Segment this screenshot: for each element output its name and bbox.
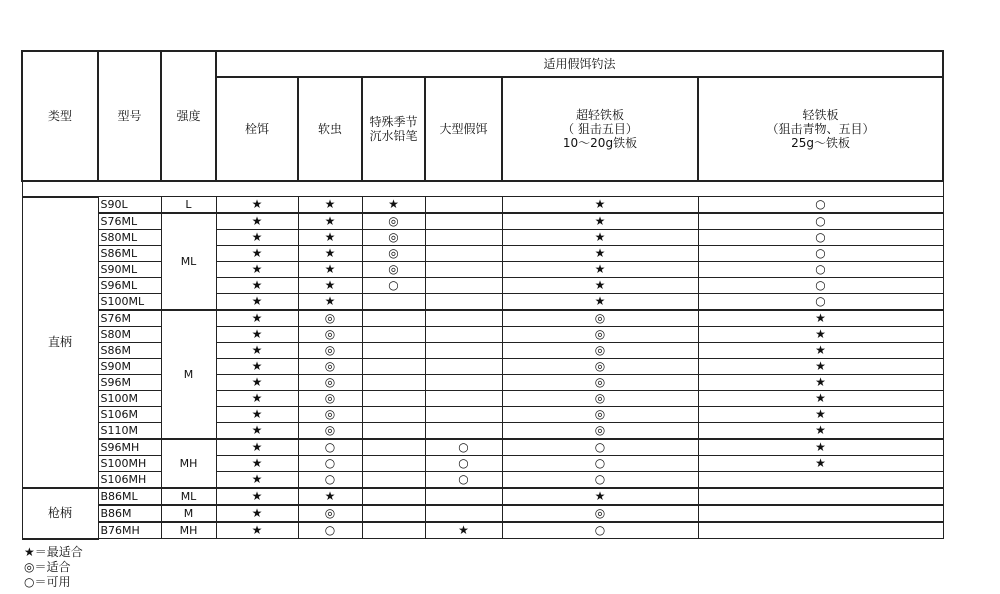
mark-cell (698, 472, 943, 489)
mark-cell (298, 278, 362, 294)
double-circle-icon: ◎ (324, 343, 336, 358)
star-icon: ★ (594, 214, 606, 229)
model-cell: S100MH (98, 456, 161, 472)
double-circle-icon: ◎ (594, 343, 606, 358)
mark-cell (216, 197, 298, 214)
mark-cell (698, 294, 943, 311)
mark-cell (362, 407, 425, 423)
legend-usable: ○＝可用 (24, 575, 71, 589)
mark-cell (502, 423, 698, 440)
star-icon: ★ (324, 262, 336, 277)
star-icon: ★ (251, 246, 263, 261)
mark-cell (362, 359, 425, 375)
mark-cell (425, 327, 502, 343)
model-cell: S106M (98, 407, 161, 423)
table-row (22, 522, 943, 539)
type-cell: 直柄 (22, 197, 98, 489)
mark-cell (362, 294, 425, 311)
mark-cell (698, 423, 943, 440)
star-icon: ★ (251, 489, 263, 504)
circle-icon: ○ (388, 278, 399, 293)
mark-cell (298, 343, 362, 359)
circle-icon: ○ (815, 278, 826, 293)
mark-cell (698, 522, 943, 539)
star-icon: ★ (324, 246, 336, 261)
table-row (22, 197, 943, 214)
table-row (22, 359, 943, 375)
mark-cell (698, 213, 943, 230)
mark-cell (216, 423, 298, 440)
star-icon: ★ (324, 489, 336, 504)
circle-icon: ○ (324, 440, 336, 455)
mark-cell (425, 423, 502, 440)
model-cell: S86M (98, 343, 161, 359)
model-cell: S76ML (98, 213, 161, 230)
mark-cell (502, 505, 698, 522)
mark-cell (425, 197, 502, 214)
header-method-line: 栓饵 (244, 122, 269, 136)
mark-cell (502, 246, 698, 262)
double-circle-icon: ◎ (324, 375, 336, 390)
mark-cell (425, 294, 502, 311)
mark-cell (298, 213, 362, 230)
star-icon: ★ (594, 230, 606, 245)
star-icon: ★ (251, 440, 263, 455)
star-icon: ★ (815, 423, 826, 438)
type-cell: 枪柄 (22, 488, 98, 539)
legend (24, 545, 83, 590)
double-circle-icon: ◎ (324, 311, 336, 326)
mark-cell (502, 213, 698, 230)
mark-cell (298, 407, 362, 423)
mark-cell (362, 423, 425, 440)
double-circle-icon: ◎ (324, 327, 336, 342)
strength-cell: M (161, 505, 216, 522)
model-cell: S90ML (98, 262, 161, 278)
table-row (22, 230, 943, 246)
star-icon: ★ (815, 311, 826, 326)
mark-cell (362, 456, 425, 472)
model-cell: S96MH (98, 439, 161, 456)
table-row (22, 213, 943, 230)
table-row (22, 391, 943, 407)
circle-icon: ○ (324, 472, 336, 487)
mark-cell (298, 197, 362, 214)
star-icon: ★ (251, 294, 263, 309)
double-circle-icon: ◎ (324, 359, 336, 374)
star-icon: ★ (594, 294, 606, 309)
double-circle-icon: ◎ (324, 423, 336, 438)
mark-cell (502, 278, 698, 294)
circle-icon: ○ (815, 230, 826, 245)
mark-cell (216, 230, 298, 246)
circle-icon: ○ (324, 456, 336, 471)
mark-cell (502, 439, 698, 456)
mark-cell (298, 246, 362, 262)
mark-cell (698, 407, 943, 423)
star-icon: ★ (251, 472, 263, 487)
mark-cell (216, 522, 298, 539)
header-method-1 (298, 77, 362, 181)
mark-cell (425, 488, 502, 505)
double-circle-icon: ◎ (594, 391, 606, 406)
mark-cell (298, 327, 362, 343)
mark-cell (698, 278, 943, 294)
mark-cell (362, 278, 425, 294)
mark-cell (362, 488, 425, 505)
double-circle-icon: ◎ (324, 391, 336, 406)
mark-cell (425, 375, 502, 391)
mark-cell (216, 294, 298, 311)
star-icon: ★ (251, 407, 263, 422)
model-cell: S76M (98, 310, 161, 327)
double-circle-icon: ◎ (388, 214, 399, 229)
mark-cell (502, 456, 698, 472)
mark-cell (216, 456, 298, 472)
strength-cell: MH (161, 439, 216, 488)
mark-cell (298, 359, 362, 375)
star-icon: ★ (251, 375, 263, 390)
mark-cell (502, 391, 698, 407)
star-icon: ★ (251, 230, 263, 245)
star-icon: ★ (251, 278, 263, 293)
mark-cell (425, 262, 502, 278)
header-method-line: 10～20g铁板 (562, 136, 638, 150)
header-spacer (22, 181, 943, 197)
header-method-line: 大型假饵 (439, 122, 488, 136)
table-header (22, 51, 943, 181)
mark-cell (425, 456, 502, 472)
model-cell: B76MH (98, 522, 161, 539)
mark-cell (362, 246, 425, 262)
model-cell: S110M (98, 423, 161, 440)
mark-cell (216, 327, 298, 343)
header-method-line: （狙击青物、五目） (766, 122, 875, 136)
double-circle-icon: ◎ (594, 407, 606, 422)
legend-best: ★＝最适合 (24, 545, 83, 559)
table-row (22, 327, 943, 343)
mark-cell (425, 407, 502, 423)
mark-cell (698, 359, 943, 375)
mark-cell (298, 439, 362, 456)
mark-cell (502, 262, 698, 278)
mark-cell (216, 262, 298, 278)
star-icon: ★ (815, 391, 826, 406)
table-row (22, 488, 943, 505)
mark-cell (216, 505, 298, 522)
double-circle-icon: ◎ (594, 506, 606, 521)
mark-cell (298, 522, 362, 539)
mark-cell (698, 456, 943, 472)
table-row (22, 343, 943, 359)
mark-cell (425, 522, 502, 539)
mark-cell (216, 488, 298, 505)
mark-cell (216, 359, 298, 375)
mark-cell (698, 197, 943, 214)
circle-icon: ○ (815, 294, 826, 309)
mark-cell (362, 522, 425, 539)
double-circle-icon: ◎ (594, 311, 606, 326)
double-circle-icon: ◎ (594, 375, 606, 390)
mark-cell (362, 343, 425, 359)
mark-cell (425, 213, 502, 230)
circle-icon: ○ (815, 262, 826, 277)
mark-cell (298, 375, 362, 391)
mark-cell (425, 439, 502, 456)
mark-cell (298, 294, 362, 311)
mark-cell (502, 375, 698, 391)
mark-cell (298, 391, 362, 407)
mark-cell (298, 230, 362, 246)
mark-cell (502, 310, 698, 327)
mark-cell (698, 391, 943, 407)
model-cell: S86ML (98, 246, 161, 262)
header-method-3 (425, 77, 502, 181)
star-icon: ★ (251, 327, 263, 342)
circle-icon: ○ (594, 456, 606, 471)
mark-cell (502, 197, 698, 214)
mark-cell (698, 488, 943, 505)
table-row (22, 294, 943, 311)
star-icon: ★ (251, 262, 263, 277)
mark-cell (362, 197, 425, 214)
double-circle-icon: ◎ (324, 407, 336, 422)
star-icon: ★ (815, 343, 826, 358)
header-method-line: 特殊季节 (369, 115, 418, 129)
model-cell: B86M (98, 505, 161, 522)
table-row (22, 262, 943, 278)
mark-cell (698, 246, 943, 262)
double-circle-icon: ◎ (594, 359, 606, 374)
header-method-line: （ 狙击五目） (562, 122, 638, 136)
table-row (22, 456, 943, 472)
mark-cell (425, 278, 502, 294)
header-type: 类型 (22, 51, 98, 181)
mark-cell (216, 246, 298, 262)
star-icon: ★ (388, 197, 399, 212)
mark-cell (362, 505, 425, 522)
star-icon: ★ (251, 391, 263, 406)
header-methods-group: 适用假饵钓法 (216, 51, 943, 77)
circle-icon: ○ (594, 523, 606, 538)
legend-suitable: ◎＝适合 (24, 560, 71, 574)
mark-cell (502, 294, 698, 311)
mark-cell (298, 423, 362, 440)
mark-cell (425, 343, 502, 359)
mark-cell (425, 246, 502, 262)
header-method-2 (362, 77, 425, 181)
header-model: 型号 (98, 51, 161, 181)
model-cell: S100ML (98, 294, 161, 311)
star-icon: ★ (815, 359, 826, 374)
mark-cell (425, 472, 502, 489)
mark-cell (298, 472, 362, 489)
star-icon: ★ (251, 423, 263, 438)
star-icon: ★ (324, 294, 336, 309)
model-cell: S100M (98, 391, 161, 407)
star-icon: ★ (324, 230, 336, 245)
mark-cell (362, 472, 425, 489)
table-row (22, 246, 943, 262)
star-icon: ★ (251, 311, 263, 326)
model-cell: S80ML (98, 230, 161, 246)
header-method-line: 轻铁板 (802, 108, 839, 122)
star-icon: ★ (594, 197, 606, 212)
star-icon: ★ (324, 214, 336, 229)
suitability-table (21, 50, 944, 540)
star-icon: ★ (594, 489, 606, 504)
mark-cell (698, 505, 943, 522)
double-circle-icon: ◎ (594, 423, 606, 438)
mark-cell (502, 343, 698, 359)
mark-cell (698, 310, 943, 327)
star-icon: ★ (815, 456, 826, 471)
mark-cell (425, 391, 502, 407)
star-icon: ★ (815, 327, 826, 342)
mark-cell (298, 505, 362, 522)
header-method-line: 超轻铁板 (575, 108, 624, 122)
mark-cell (698, 327, 943, 343)
mark-cell (698, 375, 943, 391)
star-icon: ★ (815, 440, 826, 455)
star-icon: ★ (251, 214, 263, 229)
mark-cell (698, 230, 943, 246)
mark-cell (216, 310, 298, 327)
table-row (22, 407, 943, 423)
mark-cell (502, 488, 698, 505)
circle-icon: ○ (594, 472, 606, 487)
mark-cell (298, 488, 362, 505)
double-circle-icon: ◎ (388, 262, 399, 277)
table-row (22, 423, 943, 440)
strength-cell: M (161, 310, 216, 439)
circle-icon: ○ (458, 440, 469, 455)
star-icon: ★ (251, 506, 263, 521)
circle-icon: ○ (815, 246, 826, 261)
mark-cell (425, 505, 502, 522)
mark-cell (216, 278, 298, 294)
mark-cell (216, 343, 298, 359)
table-row (22, 375, 943, 391)
model-cell: S90M (98, 359, 161, 375)
mark-cell (362, 230, 425, 246)
mark-cell (698, 343, 943, 359)
mark-cell (216, 391, 298, 407)
mark-cell (216, 439, 298, 456)
double-circle-icon: ◎ (388, 246, 399, 261)
strength-cell: MH (161, 522, 216, 539)
header-method-line: 25g～铁板 (791, 136, 850, 150)
mark-cell (298, 456, 362, 472)
header-method-4 (502, 77, 698, 181)
mark-cell (298, 310, 362, 327)
mark-cell (362, 213, 425, 230)
mark-cell (502, 359, 698, 375)
circle-icon: ○ (815, 214, 826, 229)
double-circle-icon: ◎ (388, 230, 399, 245)
star-icon: ★ (594, 246, 606, 261)
header-method-5 (698, 77, 943, 181)
circle-icon: ○ (594, 440, 606, 455)
mark-cell (362, 262, 425, 278)
header-method-line: 软虫 (317, 122, 342, 136)
star-icon: ★ (251, 359, 263, 374)
star-icon: ★ (594, 262, 606, 277)
mark-cell (425, 230, 502, 246)
mark-cell (502, 327, 698, 343)
model-cell: S96M (98, 375, 161, 391)
mark-cell (425, 359, 502, 375)
table-row (22, 278, 943, 294)
circle-icon: ○ (324, 523, 336, 538)
mark-cell (362, 310, 425, 327)
table-row (22, 505, 943, 522)
model-cell: S80M (98, 327, 161, 343)
header-method-line: 沉水铅笔 (369, 129, 418, 143)
star-icon: ★ (815, 375, 826, 390)
table-row (22, 310, 943, 327)
star-icon: ★ (251, 343, 263, 358)
circle-icon: ○ (458, 456, 469, 471)
header-strength: 强度 (161, 51, 216, 181)
circle-icon: ○ (458, 472, 469, 487)
star-icon: ★ (815, 407, 826, 422)
star-icon: ★ (458, 523, 469, 538)
star-icon: ★ (324, 278, 336, 293)
mark-cell (216, 375, 298, 391)
star-icon: ★ (251, 197, 263, 212)
star-icon: ★ (594, 278, 606, 293)
model-cell: S106MH (98, 472, 161, 489)
mark-cell (362, 327, 425, 343)
strength-cell: ML (161, 213, 216, 310)
mark-cell (502, 407, 698, 423)
table-body (22, 181, 943, 539)
star-icon: ★ (324, 197, 336, 212)
mark-cell (362, 391, 425, 407)
header-method-0 (216, 77, 298, 181)
circle-icon: ○ (815, 197, 826, 212)
table-row (22, 472, 943, 489)
mark-cell (216, 407, 298, 423)
star-icon: ★ (251, 523, 263, 538)
table-row (22, 439, 943, 456)
model-cell: S90L (98, 197, 161, 214)
model-cell: B86ML (98, 488, 161, 505)
star-icon: ★ (251, 456, 263, 471)
mark-cell (698, 262, 943, 278)
mark-cell (502, 230, 698, 246)
double-circle-icon: ◎ (324, 506, 336, 521)
model-cell: S96ML (98, 278, 161, 294)
mark-cell (698, 439, 943, 456)
mark-cell (216, 472, 298, 489)
mark-cell (216, 213, 298, 230)
mark-cell (425, 310, 502, 327)
strength-cell: L (161, 197, 216, 214)
strength-cell: ML (161, 488, 216, 505)
double-circle-icon: ◎ (594, 327, 606, 342)
mark-cell (502, 472, 698, 489)
mark-cell (362, 439, 425, 456)
mark-cell (502, 522, 698, 539)
mark-cell (362, 375, 425, 391)
mark-cell (298, 262, 362, 278)
